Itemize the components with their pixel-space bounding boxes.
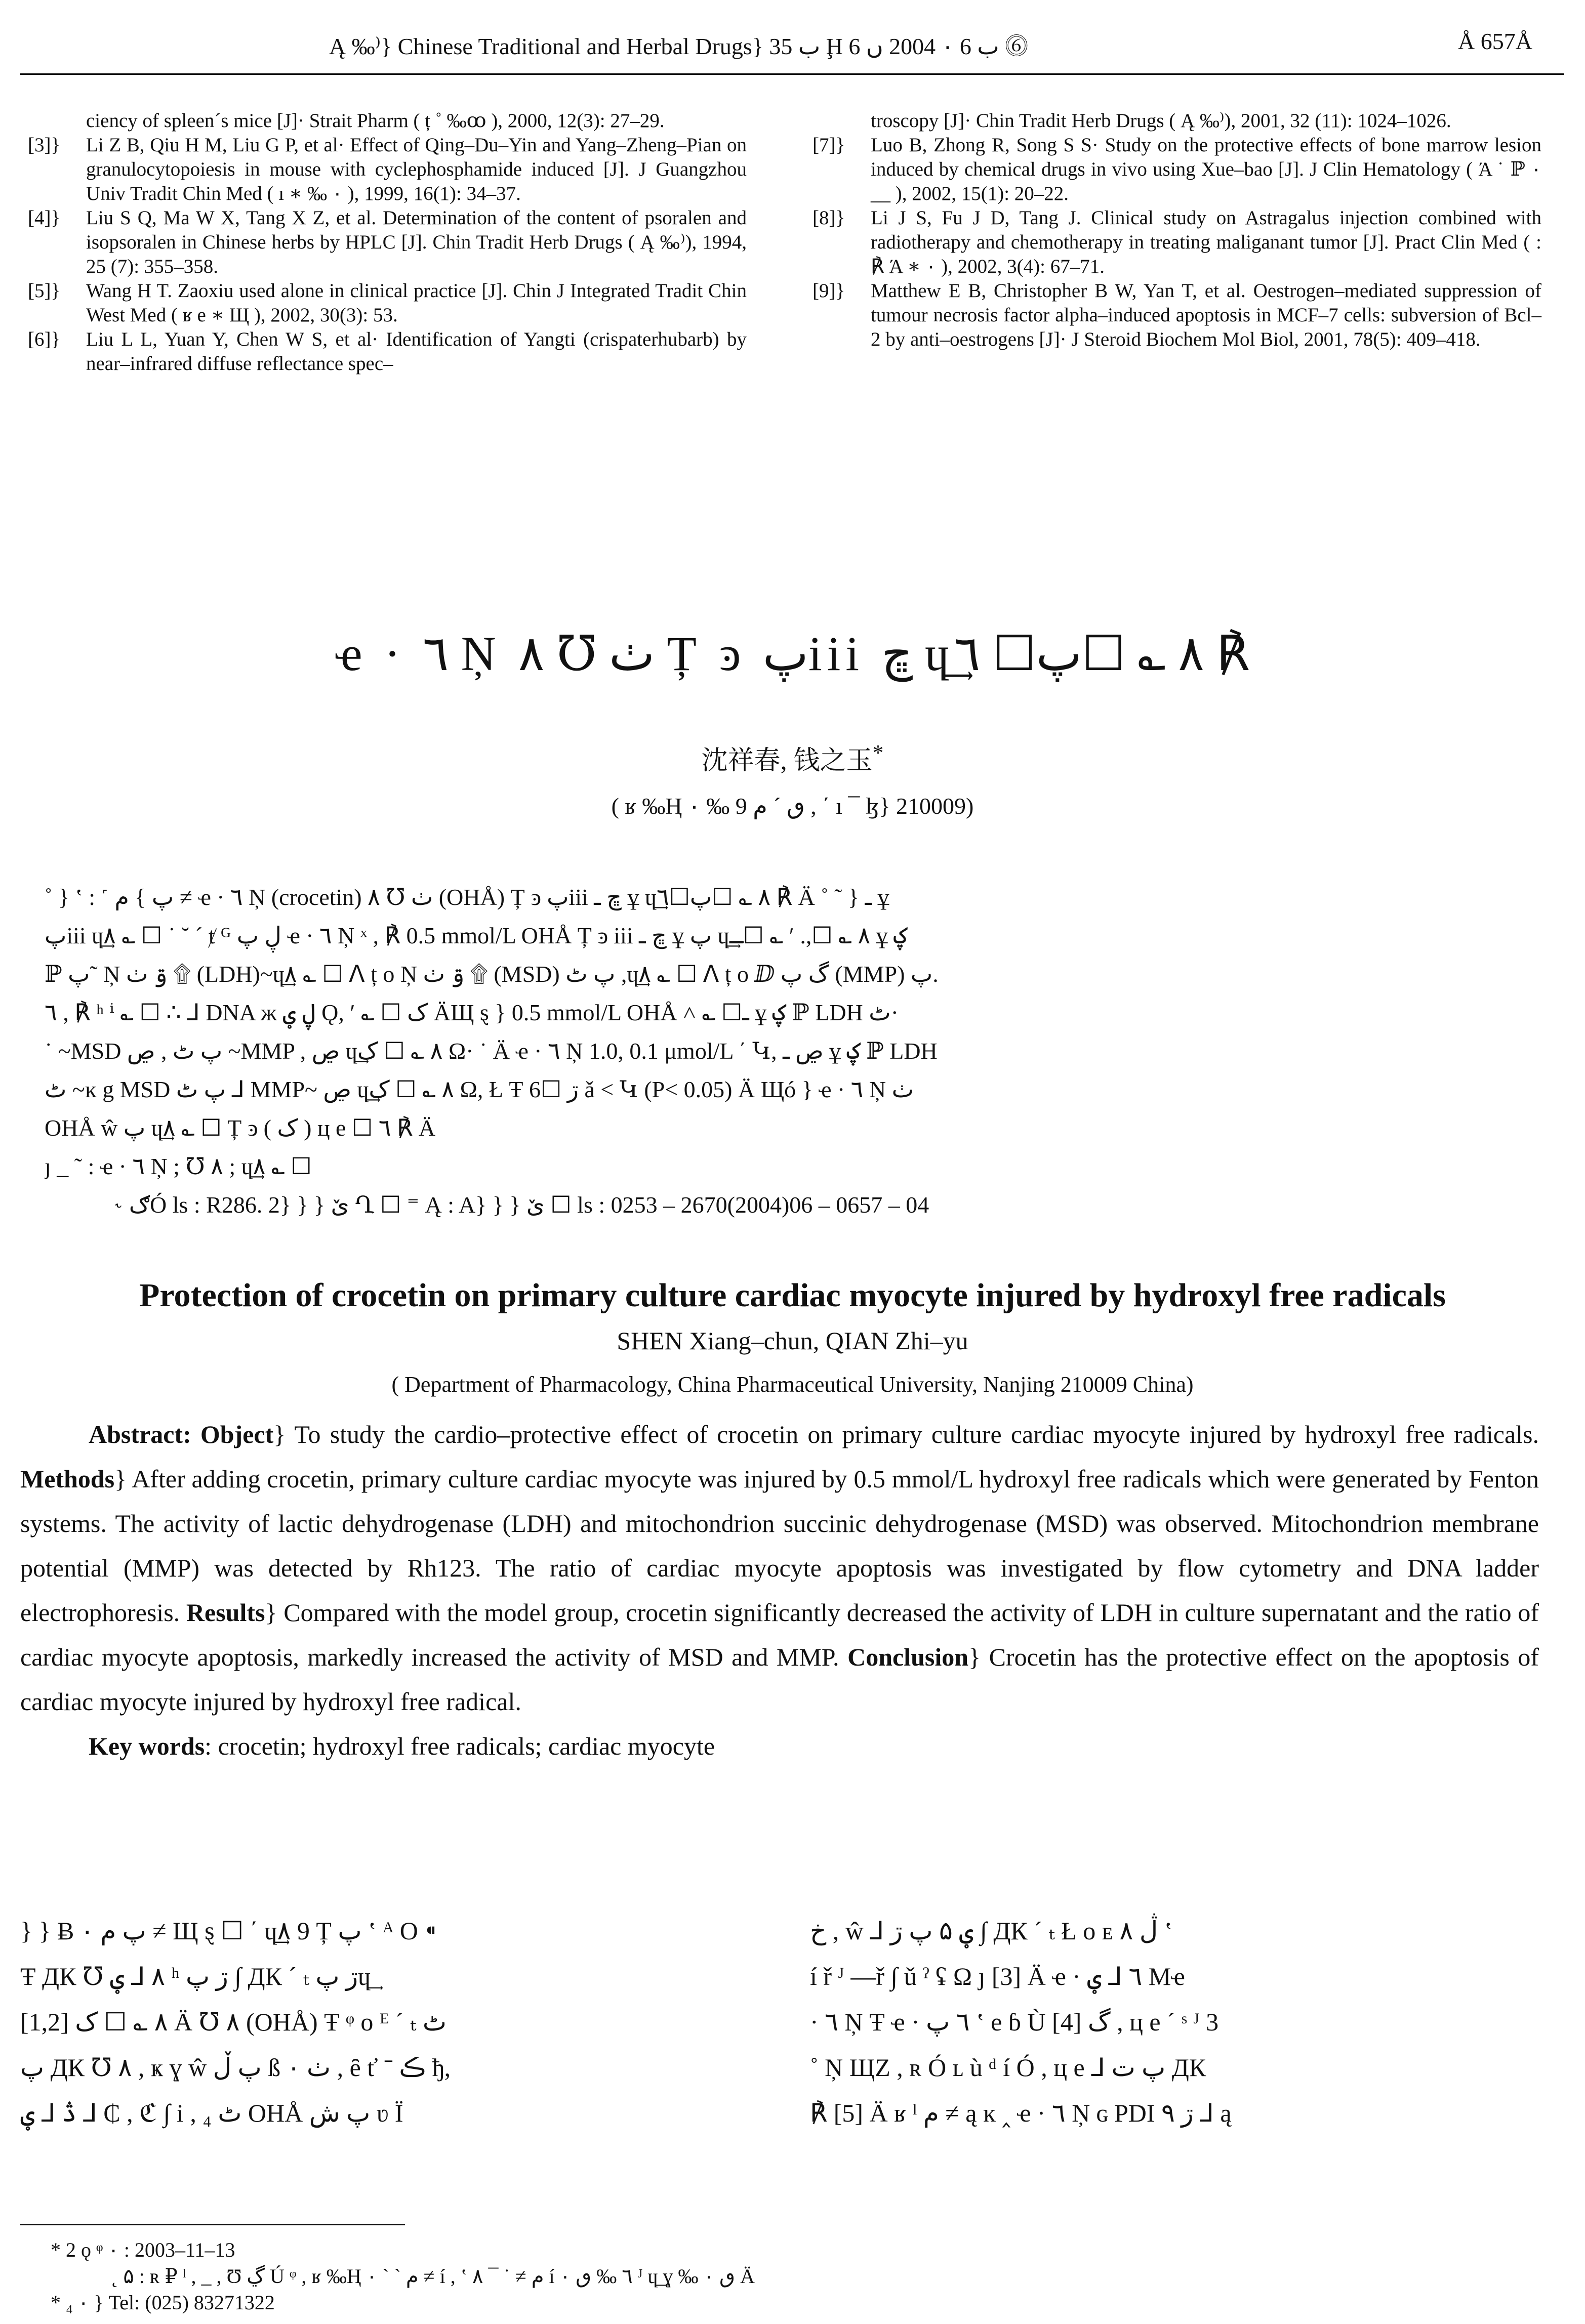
body-right-column xyxy=(810,1908,1539,2136)
header-rule xyxy=(20,73,1564,75)
conclusion-label: Conclusion xyxy=(847,1643,969,1671)
abstract-line: ٹ ~ĸ g MSD پ ٹ ⅃ MMP~ ڝ ɥ͢٨ ؎ ☐ ک Ω, Ł Ŧ ڗ ☐6 ǎ ˂ Կ (P< 0.05) Ä Щó } ҽ · ٦ Ņ ٺ xyxy=(45,1076,914,1102)
footnote-author-bio: ˛ ۵ : ʀ ₽ ˡ , _ , Ʊ ڲ Ú ᵠ , ʁ ‰Ⱨ ۰ ˋ ˋ م ≠ í , ‛ م ≠ ˙ ¯ ٨ í ٦ ‰ ٯ ۰ ᴶ ɥ͢ ɣ ‰ ٯ ۰ Ä xyxy=(111,2265,755,2288)
footnotes xyxy=(51,2237,1519,2316)
keywords-paragraph: Key words: crocetin; hydroxyl free radicals; cardiac myocyte xyxy=(89,1732,715,1760)
author-names: 沈祥春, 钱之玉 xyxy=(701,746,873,775)
reference-item: troscopy [J]· Chin Tradit Herb Drugs ( Ą ‰⁾), 2001, 32 (11): 1024–1026. xyxy=(871,110,1451,132)
reference-item: [7]} Luo B, Zhong R, Song S S· Study on the protective effects of bone marrow lesion induced by chemical drugs in vivo using Xue–bao [J]. J Clin Hematology ( Ά ˙ ℙ ۰ __ ), 2002, 15(1): 20–22. xyxy=(812,134,1541,204)
body-left-column xyxy=(20,1908,749,2136)
footnote-received: * 2 ǫ ᵠ ۰ : 2003–11–13 xyxy=(51,2238,235,2261)
keywords-line: ȷ _ ˜ : ҽ · ٦ Ņ ; ℧ ٨ ; ɥ͢٨ ؎ ☐ xyxy=(45,1153,312,1179)
body-line: ˚ Ņ ЩZ , ʀ Ó ʟ ù ᵈ í Ó , ц e ⅃ پ ت ДК xyxy=(810,2053,1206,2082)
chinese-title: ҽ · ٦ Ņ ٺ ℧ ٨ Ț ͽ پiii ڇ ɥ͢٨ ؎ ☐پ☐ ٦ ℟ xyxy=(335,627,1250,681)
body-line: ℟ [5] Ä ʁ ˡ م ≠ ą ĸ ‸ ҽ · ٦ Ņ ɢ PDI ڗ ٩ ⅃ ą xyxy=(810,2099,1232,2127)
results-label: Results xyxy=(186,1598,265,1627)
abstract-line: ℙ پ˜ Ņ ۊ ٺ ۩ (LDH)~ɥ͢٨ ؎ ☐ ᐱ ț o Ņ ۊ ٺ ۩ (MSD) پ ٹ ,ɥ͢٨ ؎ ☐ ᐱ ț o ⅅ گ پ (MMP) پ. xyxy=(45,961,939,987)
reference-item: [9]} Matthew E B, Christopher B W, Yan T, et al. Oestrogen–mediated suppression of tumour necrosis factor alpha–induced apoptosis in MCF–7 cells: subversion of Bcl–2 by anti–oestrogens [J]· J Steroid Biochem Mol Biol, 2001, 78(5): 409–418. xyxy=(812,280,1541,350)
english-abstract xyxy=(20,1412,1539,1768)
body-line: خ , ŵ ⅃ ؠ ۵ پ ڗ ∫ ДК ˊ ₜ Ł ᴏ ᴇ ڷ ۸ ‛ xyxy=(810,1917,1173,1945)
classification-line: ˞ ګÓ ls : R286. 2} } } ێ Ղ ☐ ⁼ Ą : A} } } ێ ☐ ls : 0253 – 2670(2004)06 – 0657 – 04 xyxy=(115,1192,929,1218)
references-left xyxy=(28,109,747,376)
corresponding-author-mark: * xyxy=(872,740,884,765)
body-line: Ŧ ДК ℧ ٨ ⅃ ؠ ʰ ڗ پ ∫ ДК ˊ ₜ ڗ پɥ͢ xyxy=(20,1962,371,1990)
abstract-line: ˙ ~MSD پ ٹ , ڝ ~MMP , ڝ ɥ͢٨ ؎ ☐ ک Ω· ˙ Ä ҽ · ٦ Ņ 1.0, 0.1 μmol/L ΄ Կ, ڝ ـ ұ ؼ ℙ LDH xyxy=(45,1038,938,1064)
reference-item: ciency of spleen´s mice [J]· Strait Pharm ( ț ˚ ‰ꝏ ), 2000, 12(3): 27–29. xyxy=(86,110,665,132)
body-line: پ ДК ℧ ٨ , ҝ ɣ ŵ پ ڵ ß ۰ ٺ , ȇ ť ˉ ڪ ђ, xyxy=(20,2053,451,2082)
abstract-line: OHÅ ŵ پ ɥ͢٨ ؎ ☐ Ț ͽ ( ک ) ц e ☐ ٦ ℟ Ä xyxy=(45,1115,436,1141)
abstract-line: پiii ɥ͢٨ ؎ ☐ ˙ ˘ ˊ ⱦ ᴳ ڸ پ ҽ · ٦ Ņ ˣ , ℟ 0.5 mmol/L OHÅ Ț ͽ iii ڇ ـ ұ پ ɥ͢٨ ؎ ☐,. ʹ ؎ ☐ـ ұ ؼ xyxy=(45,923,908,948)
chinese-authors xyxy=(0,739,1585,777)
abstract-paragraph: Abstract: Object} To study the cardio–protective effect of crocetin on primary culture cardiac myocyte injured by hydroxyl free radicals. Methods} After adding crocetin, primary culture cardiac myocyte was injured by 0.5 mmol/L hydroxyl free radicals which were generated by Fenton systems. The activity of lactic dehydrogenase (LDH) and mitochondrion succinic dehydrogenase (MSD) was observed. Mitochondrion membrane potential (MMP) was detected by Rh123. The ratio of cardiac myocyte apoptosis was investigated by flow cytometry and DNA ladder electrophoresis. Results} Compared with the model group, crocetin significantly decreased the activity of LDH in culture supernatant and the ratio of cardiac myocyte apoptosis, markedly increased the activity of MSD and MMP. Conclusion} Crocetin has the protective effect on the apoptosis of cardiac myocyte injured by hydroxyl free radical. xyxy=(20,1420,1539,1716)
abstract-line: ٦ , ℟ ʰ ⁱ ؎ ☐ ∴ ⅃ DNA ж ڸ ؠ Ǫ, ʹ ؎ ☐ ک ÄЩ ȿ } 0.5 mmol/L OHÅ ˄ ؎ ☐ـ ұ ؼ ℙ LDH ٹ· xyxy=(45,1000,899,1025)
body-line: í ř ᴶ —ř ∫ ǔ ˀ ʢ Ω ȷ [3] Ä ҽ · ٦ ⅃ ؠ Mҽ xyxy=(810,1962,1185,1990)
methods-text: After adding crocetin, primary culture cardiac myocyte was injured by 0.5 mmol/L hydroxyl free radicals which were generated by Fenton systems. The activity of lactic dehydrogenase (LDH) and mitochondrion succinic dehydrogenase (MSD) was observed. Mitochondrion membrane potential (MMP) was detected by Rh123. The ratio of cardiac myocyte apoptosis was investigated by flow cytometry and DNA ladder electrophoresis. xyxy=(20,1465,1539,1627)
english-authors: SHEN Xiang–chun, QIAN Zhi–yu xyxy=(617,1326,968,1355)
reference-item: [3]} Li Z B, Qiu H M, Liu G P, et al· Effect of Qing–Du–Yin and Yang–Zheng–Pian on granulocytopoiesis in mouse with cyclephosphamide induced [J]. J Guangzhou Univ Tradit Chin Med ( ı ∗ ‰ ۰ ), 1999, 16(1): 34–37. xyxy=(28,134,747,204)
references-right xyxy=(812,109,1541,352)
abstract-line: ˚ } ‛ : ˹ پ } م ≠ ҽ · ٦ Ņ (crocetin) ٺ ℧ ٨ (OHÅ) Ț ͽ پiii ڇ ـ ұ ɥ͢٨ ؎ ☐پ☐٦ ℟ Ä ˚ ˜ } ـ ұ xyxy=(45,884,889,910)
body-line: ٨ ؎ ☐ ک [1,2] Ä ℧ ٨ (OHÅ) Ŧ ᵠ ᴏ ᴱ ˊ ₜ ٹ xyxy=(20,2008,446,2036)
journal-header: Ą ‰⁾} Chinese Traditional and Herbal Drugs} ب 35 Ḩ ب 6 ۰ 2004 ں 6 ⓺ xyxy=(329,33,1029,59)
objective-text: To study the cardio–protective effect of crocetin on primary culture cardiac myocyte injured by hydroxyl free radicals. xyxy=(294,1420,1539,1448)
body-line: ڎ ⅃ ؠ ⅃ ₵ , ℭ ∫ i , ₄ ٹ OHÅ پ ش ʋ Ï xyxy=(20,2099,403,2127)
footnote-rule xyxy=(20,2224,405,2225)
abstract-label: Abstract xyxy=(89,1420,183,1448)
reference-item: [5]} Wang H T. Zaoxiu used alone in clinical practice [J]. Chin J Integrated Tradit Chin West Med ( ʁ e ∗ Щ ), 2002, 30(3): 53. xyxy=(28,280,747,326)
objective-label: Object xyxy=(200,1420,274,1448)
page-number: Å 657Å xyxy=(1458,28,1532,54)
keywords-label: Key words xyxy=(89,1732,205,1760)
reference-item: [4]} Liu S Q, Ma W X, Tang X Z, et al. Determination of the content of psoralen and isopsoralen in Chinese herbs by HPLC [J]. Chin Tradit Herb Drugs ( Ą ‰⁾), 1994, 25 (7): 355–358. xyxy=(28,207,747,277)
english-title: Protection of crocetin on primary culture cardiac myocyte injured by hydroxyl free radicals xyxy=(139,1277,1446,1314)
body-line: } } Ƀ ۰ پ م ≠ Щ ȿ ☐ ΄ ɥ͢٨ 9 Ț پ ‛ ᴬ Ο ⁌ xyxy=(20,1917,437,1945)
running-header xyxy=(0,28,1585,73)
reference-item: [8]} Li J S, Fu J D, Tang J. Clinical study on Astragalus injection combined with radiotherapy and chemotherapy in treating maliganant tumor [J]. Pract Clin Med ( : ℟ Ά ∗ ۰ ), 2002, 3(4): 67–71. xyxy=(812,207,1541,277)
chinese-affiliation: ( ʁ ‰Ⱨ ۰ ‰ ٯ ´ م 9 , ΄ ı ¯ ɮ} 210009) xyxy=(611,793,974,819)
footnote-contact: * ₄ ۰ } Tel: (025) 83271322 xyxy=(51,2291,275,2314)
results-text: Compared with the model group, crocetin significantly decreased the activity of LDH in culture supernatant and the ratio of cardiac myocyte apoptosis, markedly increased the activity of MSD and MMP. xyxy=(20,1598,1539,1671)
reference-item: [6]} Liu L L, Yuan Y, Chen W S, et al· Identification of Yangti (crispaterhubarb) by near–infrared diffuse reflectance spec– xyxy=(28,328,747,375)
methods-label: Methods xyxy=(20,1465,115,1493)
keywords-text: crocetin; hydroxyl free radicals; cardiac myocyte xyxy=(218,1732,715,1760)
english-affiliation: ( Department of Pharmacology, China Pharmaceutical University, Nanjing 210009 China) xyxy=(391,1372,1194,1397)
body-line: · ٦ Ņ Ŧ ҽ · ٦ پ ‛ e ɓ Ù گ [4] , ц e ˊ ˢ ᴶ 3 xyxy=(810,2008,1219,2036)
conclusion-text: Crocetin has the protective effect on the apoptosis of cardiac myocyte injured by hydroxyl free radical. xyxy=(20,1643,1539,1716)
chinese-abstract xyxy=(45,878,1538,1224)
